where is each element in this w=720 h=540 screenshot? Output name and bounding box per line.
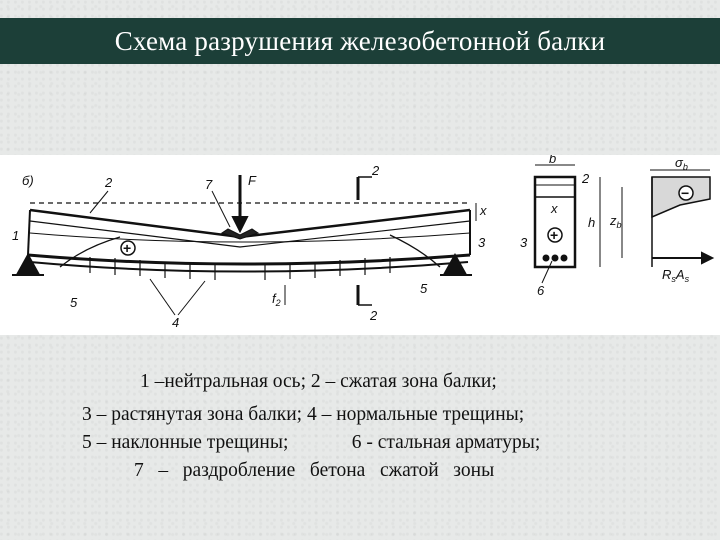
beam-failure-diagram — [0, 155, 720, 335]
cross-section — [535, 177, 575, 267]
inclined-crack-right — [390, 235, 440, 267]
force-label: F — [248, 173, 256, 188]
sigma-label: $\sigma_b$ — [675, 155, 688, 172]
rebar-3 — [562, 256, 567, 261]
left-support — [18, 255, 38, 273]
label-7: 7 — [205, 177, 213, 192]
label-5-left: 5 — [70, 295, 78, 310]
section-label-top: 2 — [372, 163, 380, 178]
cs-h-label: h — [588, 215, 596, 230]
leader-6 — [542, 261, 552, 283]
minus-sign: − — [681, 185, 690, 201]
leader-4b — [178, 281, 205, 315]
caption-line-3: 5 – наклонные трещины; 6 - стальная арматуры; — [82, 432, 541, 453]
caption-line-1: 1 –нейтральная ось; 2 – сжатая зона балки; — [140, 371, 497, 392]
beam-bottom-edge — [28, 255, 470, 264]
leader-4a — [150, 279, 175, 315]
cs-6-label: 6 — [537, 283, 545, 298]
label-5-right: 5 — [420, 281, 428, 296]
label-4: 4 — [172, 315, 180, 330]
label-2: 2 — [105, 175, 113, 190]
cs-plus-sign: + — [550, 227, 559, 243]
plus-sign: + — [123, 240, 132, 256]
slide-title: Схема разрушения железобетонной балки — [114, 25, 606, 56]
panel-label: б) — [22, 173, 34, 188]
rs-arrowhead — [702, 253, 712, 263]
title-bar — [0, 18, 720, 64]
rs-as-label: $R_sA_s$ — [662, 267, 690, 284]
section-label-bottom: 2 — [370, 308, 378, 323]
cs-3-label: 3 — [520, 235, 528, 250]
cs-x-label: x — [551, 201, 558, 216]
caption-line-2: 3 – растянутая зона балки; 4 – нормальные трещины; — [82, 404, 525, 425]
rebar-1 — [544, 256, 549, 261]
leader-2 — [90, 191, 108, 213]
label-3: 3 — [478, 235, 486, 250]
caption-line-4: 7 – раздробление бетона сжатой зоны — [134, 460, 495, 481]
deflection-label: $f_2$ — [272, 291, 281, 308]
label-1: 1 — [12, 228, 20, 243]
leader-7 — [212, 191, 230, 227]
x-label: x — [480, 203, 487, 218]
rebar-2 — [553, 256, 558, 261]
cs-b-label: b — [549, 155, 557, 166]
force-arrowhead — [233, 217, 247, 231]
beam-left-end — [28, 210, 30, 255]
cs-2-label: 2 — [582, 171, 590, 186]
cs-zb-label: $z_b$ — [610, 213, 622, 230]
